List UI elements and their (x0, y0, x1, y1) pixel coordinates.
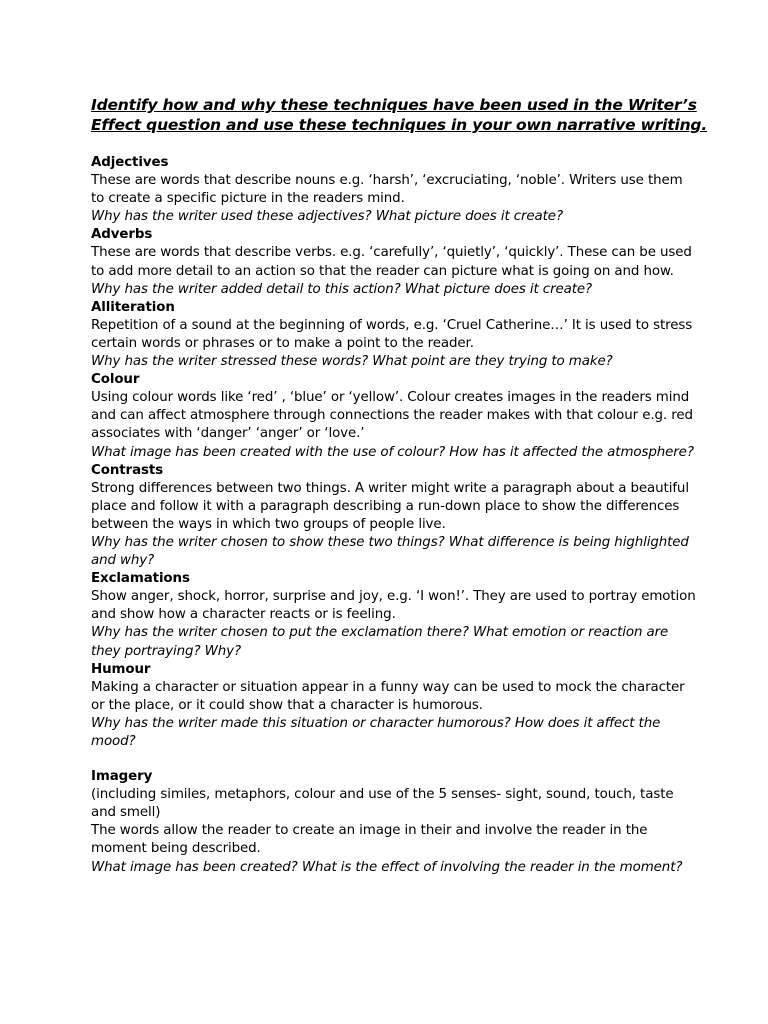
section-alliteration (91, 299, 696, 371)
section-exclamations (91, 570, 696, 660)
instruction-line-2: Effect question and use these techniques in your own narrative writing. (91, 116, 708, 134)
section-adverbs (91, 226, 696, 298)
section-question: Why has the writer chosen to show these two things? What difference is being highlighted and why? (91, 534, 689, 569)
section-description: Show anger, shock, horror, surprise and joy, e.g. ‘I won!’. They are used to portray emotion and show how a character reacts or is feeling. (91, 589, 696, 623)
section-adjectives (91, 154, 696, 226)
section-question: What image has been created? What is the effect of involving the reader in the moment? (91, 859, 683, 875)
instruction-line-1: Identify how and why these techniques have been used in the Writer’s (91, 96, 697, 114)
section-humour (91, 661, 696, 751)
section-heading: Colour (91, 372, 140, 388)
section-question: Why has the writer stressed these words? What point are they trying to make? (91, 354, 613, 370)
techniques-list (91, 154, 696, 877)
section-description: Strong differences between two things. A writer might write a paragraph about a beautiful place and follow it with a paragraph describing a run-down place to show the differences between the ways in which two groups of people live. (91, 480, 689, 532)
section-description: These are words that describe nouns e.g. ‘harsh’, ‘excruciating, ‘noble’. Writers use them to create a specific picture in the readers mind. (91, 173, 683, 207)
section-heading: Imagery (91, 769, 153, 785)
section-question: Why has the writer added detail to this action? What picture does it create? (91, 281, 593, 297)
section-description: These are words that describe verbs. e.g. ‘carefully’, ‘quietly’, ‘quickly’. These can be used to add more detail to an action so that the reader can picture what is going on and how. (91, 245, 692, 279)
section-description: Using colour words like ‘red’ , ‘blue’ or ‘yellow’. Colour creates images in the readers mind and can affect atmosphere through connections the reader makes with that colour e.g. red associates with ‘danger’ ‘anger’ or ‘love.’ (91, 390, 693, 442)
section-description: The words allow the reader to create an image in their and involve the reader in the moment being described. (91, 823, 648, 857)
section-description: Making a character or situation appear in a funny way can be used to mock the character or the place, or it could show that a character is humorous. (91, 679, 685, 713)
section-question: Why has the writer chosen to put the exclamation there? What emotion or reaction are they portraying? Why? (91, 625, 669, 659)
section-heading: Alliteration (91, 299, 175, 315)
section-heading: Adverbs (91, 227, 153, 243)
section-heading: Exclamations (91, 571, 190, 587)
section-contrasts (91, 462, 696, 571)
section-question: Why has the writer used these adjectives? What picture does it create? (91, 209, 563, 225)
section-heading: Adjectives (91, 155, 169, 170)
section-imagery (91, 768, 696, 877)
section-heading: Humour (91, 661, 151, 677)
section-question: Why has the writer made this situation or character humorous? How does it affect the mood? (91, 715, 661, 749)
section-question: What image has been created with the use of colour? How has it affected the atmosphere? (91, 444, 694, 460)
section-note: (including similes, metaphors, colour and use of the 5 senses- sight, sound, touch, taste and smell) (91, 787, 674, 821)
section-colour (91, 371, 696, 461)
section-description: Repetition of a sound at the beginning of words, e.g. ‘Cruel Catherine…’ It is used to stress certain words or phrases or to make a point to the reader. (91, 317, 693, 351)
instruction-heading (91, 95, 751, 135)
section-heading: Contrasts (91, 462, 164, 478)
